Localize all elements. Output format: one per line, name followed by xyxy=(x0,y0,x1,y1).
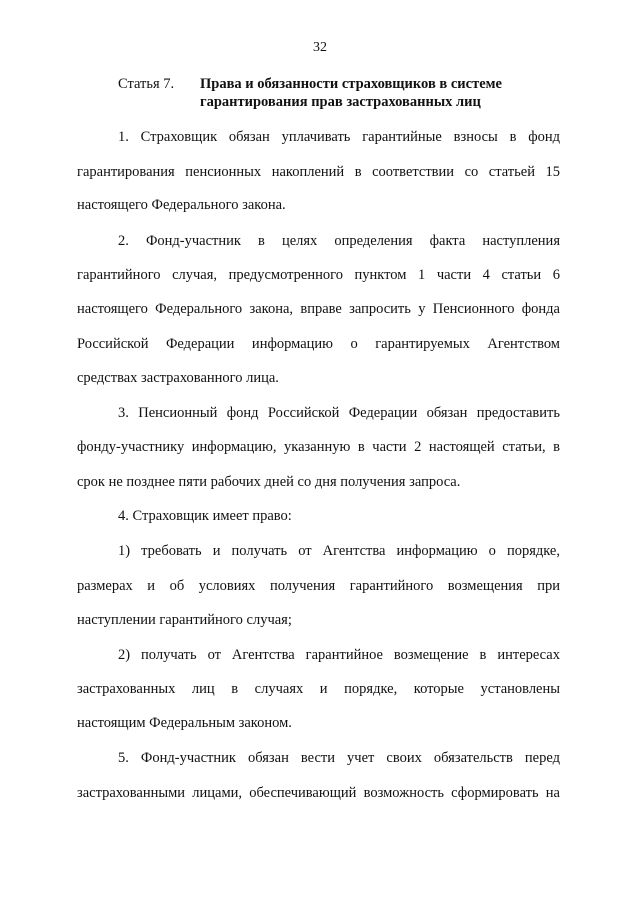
text-line: 5. Фонд-участник обязан вести учет своих обязательств перед xyxy=(118,750,560,766)
text-line: 3. Пенсионный фонд Российской Федерации обязан предоставить xyxy=(118,405,560,421)
text-line: 2. Фонд-участник в целях определения факта наступления xyxy=(118,233,560,249)
text-line: гарантирования пенсионных накоплений в соответствии со статьей 15 xyxy=(77,164,560,180)
text-line: 1. Страховщик обязан уплачивать гарантийные взносы в фонд xyxy=(118,129,560,145)
text-line: гарантийного случая, предусмотренного пунктом 1 части 4 статьи 6 xyxy=(77,267,560,283)
text-line: 1) требовать и получать от Агентства информацию о порядке, xyxy=(118,543,560,559)
text-line: настоящим Федеральным законом. xyxy=(77,715,292,731)
text-line: настоящего Федерального закона. xyxy=(77,197,286,213)
page-number: 32 xyxy=(313,40,327,55)
text-line: средствах застрахованного лица. xyxy=(77,370,279,386)
text-line: 4. Страховщик имеет право: xyxy=(118,508,292,524)
text-line: застрахованными лицами, обеспечивающий возможность сформировать на xyxy=(77,785,560,801)
article-title: Права и обязанности страховщиков в системе гарантирования прав застрахованных лиц xyxy=(200,76,502,110)
text-line: размерах и об условиях получения гарантийного возмещения при xyxy=(77,578,560,594)
text-line: застрахованных лиц в случаях и порядке, которые установлены xyxy=(77,681,560,697)
text-line: 2) получать от Агентства гарантийное возмещение в интересах xyxy=(118,647,560,663)
article-heading xyxy=(118,75,588,111)
text-line: Российской Федерации информацию о гарантируемых Агентством xyxy=(77,336,560,352)
text-line: срок не позднее пяти рабочих дней со дня получения запроса. xyxy=(77,474,461,490)
text-line: наступлении гарантийного случая; xyxy=(77,612,292,628)
text-line: настоящего Федерального закона, вправе запросить у Пенсионного фонда xyxy=(77,301,560,317)
article-label: Статья 7. xyxy=(118,76,175,92)
text-line: фонду-участнику информацию, указанную в части 2 настоящей статьи, в xyxy=(77,439,560,455)
